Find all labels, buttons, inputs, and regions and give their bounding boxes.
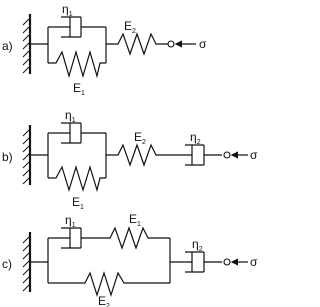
spring-e1-b — [48, 167, 106, 190]
eta2-label-c: $\eta_2$ — [192, 237, 203, 253]
sigma-label-b: σ — [250, 148, 258, 162]
label-c: c) — [2, 257, 12, 271]
dashpot-eta1-b — [48, 123, 106, 143]
spring-e2-b — [106, 145, 192, 165]
e2-label-b: $E_2$ — [134, 130, 146, 146]
e1-label-c: $E_1$ — [129, 212, 141, 228]
terminal-node-b — [224, 152, 230, 158]
model-a — [2, 2, 207, 97]
eta1-label-a: $\eta_1$ — [62, 2, 73, 18]
dashpot-eta1-a — [48, 17, 106, 37]
spring-e2-c — [48, 273, 170, 295]
wall-c — [23, 232, 30, 292]
dashpot-eta2-c — [170, 252, 222, 272]
eta1-label-c: $\eta_1$ — [65, 213, 76, 229]
e2-label-a: $E_2$ — [124, 19, 136, 35]
wall-a — [23, 14, 30, 74]
spring-e1-a — [48, 52, 106, 76]
terminal-node-a — [168, 41, 174, 47]
e1-label-a: $E_1$ — [73, 81, 85, 97]
eta1-label-b: $\eta_1$ — [65, 108, 76, 124]
e2-label-c: $E_2$ — [98, 294, 110, 307]
sigma-label-c: σ — [250, 255, 258, 269]
terminal-node-c — [224, 259, 230, 265]
eta2-label-b: $\eta_2$ — [190, 130, 201, 146]
spring-e1-c — [104, 228, 170, 248]
e1-label-b: $E_1$ — [72, 195, 84, 211]
label-a: a) — [2, 39, 13, 53]
wall-b — [23, 125, 30, 185]
spring-e2-a — [106, 34, 168, 54]
dashpot-eta1-c — [48, 228, 104, 248]
model-c — [2, 212, 258, 307]
model-b — [2, 108, 258, 211]
label-b: b) — [2, 150, 13, 164]
sigma-label-a: σ — [199, 37, 207, 51]
